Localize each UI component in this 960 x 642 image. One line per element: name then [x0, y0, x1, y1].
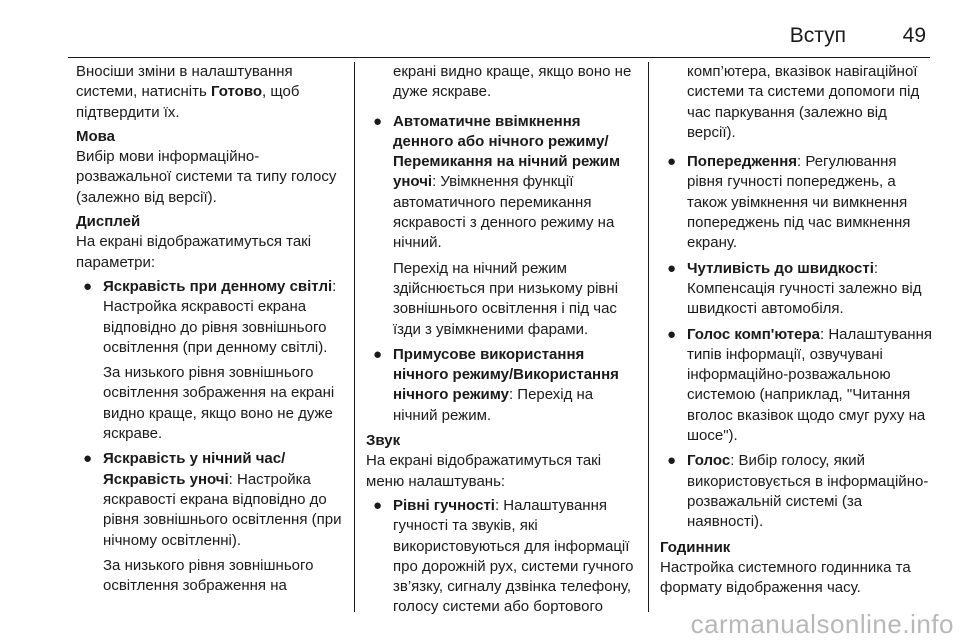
page-number: 49 — [902, 24, 926, 47]
bullet-icon: ● — [373, 345, 383, 363]
term-day-brightness: Яскравість при денному світлі — [103, 277, 333, 295]
list-item-auto-mode: ● Автоматичне ввімкнення денного або нічного режиму/ Перемикання на нічний режим уночі: Увімкнення функції автоматичного перемикання яскравості з денного режиму на нічний. Перехід на нічний режим здійснюється при низькому рівні зовнішнього освітлення і під час їзди з увімкненими фарами. — [366, 112, 638, 340]
list-item-night-brightness: ● Яскравість у нічний час/ Яскравість уночі: Настройка яскравості екрана відповідно до рівня зовнішнього освітлення (при нічному освітленні). За низького рівня зовнішнього освітлення зображення на — [76, 449, 348, 596]
list-item-continued: екрані видно краще, якщо воно не дуже яскраве. — [393, 63, 632, 101]
page-header — [0, 0, 960, 60]
bullet-icon: ● — [667, 325, 677, 343]
bullet-icon: ● — [83, 450, 93, 468]
term-volume-levels: Рівні гучності — [393, 496, 495, 514]
header-rule — [68, 57, 930, 58]
language-heading: Мова — [76, 127, 116, 145]
list-item-voice: ● Голос: Вибір голосу, який використовується в інформаційно-розважальній системі (за наявності). — [667, 452, 929, 531]
column-divider-2 — [648, 62, 649, 612]
night-brightness-note: За низького рівня зовнішнього освітлення зображення на — [103, 556, 314, 595]
display-heading: Дисплей — [76, 213, 141, 231]
done-keyword: Готово — [210, 83, 263, 101]
term-voice: Голос — [687, 452, 731, 470]
list-item-continued: комп’ютера, вказівок навігаційної системи та системи допомоги під час паркування (залежно від версії). — [687, 63, 920, 141]
term-warnings: Попередження — [687, 153, 798, 171]
bullet-icon: ● — [667, 153, 677, 171]
watermark: carmanualsonline.info — [690, 609, 954, 639]
section-title: Вступ — [789, 24, 846, 47]
column-2 — [366, 62, 638, 623]
list-item-volume-levels: ● Рівні гучності: Налаштування гучності та звуків, які використовуються для інформації про дорожній рух, системи гучного зв’язку, сигналу дзвінка телефону, голосу системи або бортового — [373, 496, 634, 616]
term-forced-night: Примусове використання нічного режиму/Використання нічного режиму — [393, 345, 619, 404]
list-item-speed-sensitivity: ● Чутливість до швидкості: Компенсація гучності залежно від швидкості автомобіля. — [667, 259, 922, 318]
column-1 — [76, 62, 348, 601]
sound-text: На екрані відображатимуться такі меню налаштувань: — [366, 452, 602, 490]
list-item-forced-night: ● Примусове використання нічного режиму/Використання нічного режиму: Перехід на нічний режим. — [373, 345, 619, 424]
auto-mode-note: Перехід на нічний режим здійснюється при низькому рівні зовнішнього освітлення і під час їзди з увімкненими фарами. — [393, 259, 619, 338]
term-speed-sensitivity: Чутливість до швидкості — [687, 259, 874, 277]
bullet-icon: ● — [373, 496, 383, 514]
term-computer-voice: Голос комп'ютера — [687, 325, 820, 343]
intro-paragraph: Вносіши зміни в налаштування системи, натисніть Готово, щоб підтвердити їх. — [76, 63, 300, 121]
day-brightness-note: За низького рівня зовнішнього освітлення зображення на екрані видно краще, якщо воно не дуже яскраве. — [103, 364, 335, 443]
term-night-brightness: Яскравість у нічний час/ Яскравість уночі — [103, 450, 286, 488]
list-item-computer-voice: ● Голос комп'ютера: Налаштування типів інформації, озвучувані інформаційно-розважальною системою (наприклад, "Читання вголос вказівок щодо смуг руху на шосе"). — [667, 325, 932, 445]
column-3 — [660, 62, 932, 602]
clock-heading: Годинник — [660, 538, 731, 556]
bullet-icon: ● — [373, 112, 383, 130]
list-item-day-brightness: ● Яскравість при денному світлі: Настройка яскравості екрана відповідно до рівня зовнішнього освітлення (при денному світлі). За низького рівня зовнішнього освітлення зображення на екрані видно краще, якщо воно не дуже яскраве. — [76, 277, 348, 444]
sound-heading: Звук — [366, 432, 401, 450]
bullet-icon: ● — [667, 259, 677, 277]
term-auto-mode: Автоматичне ввімкнення денного або нічного режиму/ Перемикання на нічний режим уночі — [393, 112, 621, 191]
bullet-icon: ● — [83, 277, 93, 295]
bullet-icon: ● — [667, 452, 677, 470]
column-divider-1 — [354, 62, 355, 612]
list-item-warnings: ● Попередження: Регулювання рівня гучності попереджень, а також увімкнення чи вимкнення попереджень під час вимкнення екрану. — [667, 153, 911, 252]
clock-text: Настройка системного годинника та формату відображення часу. — [660, 558, 911, 597]
language-text: Вибір мови інформаційно-розважальної системи та типу голосу (залежно від версії). — [76, 148, 337, 206]
display-text: На екрані відображатимуться такі параметри: — [76, 233, 312, 271]
